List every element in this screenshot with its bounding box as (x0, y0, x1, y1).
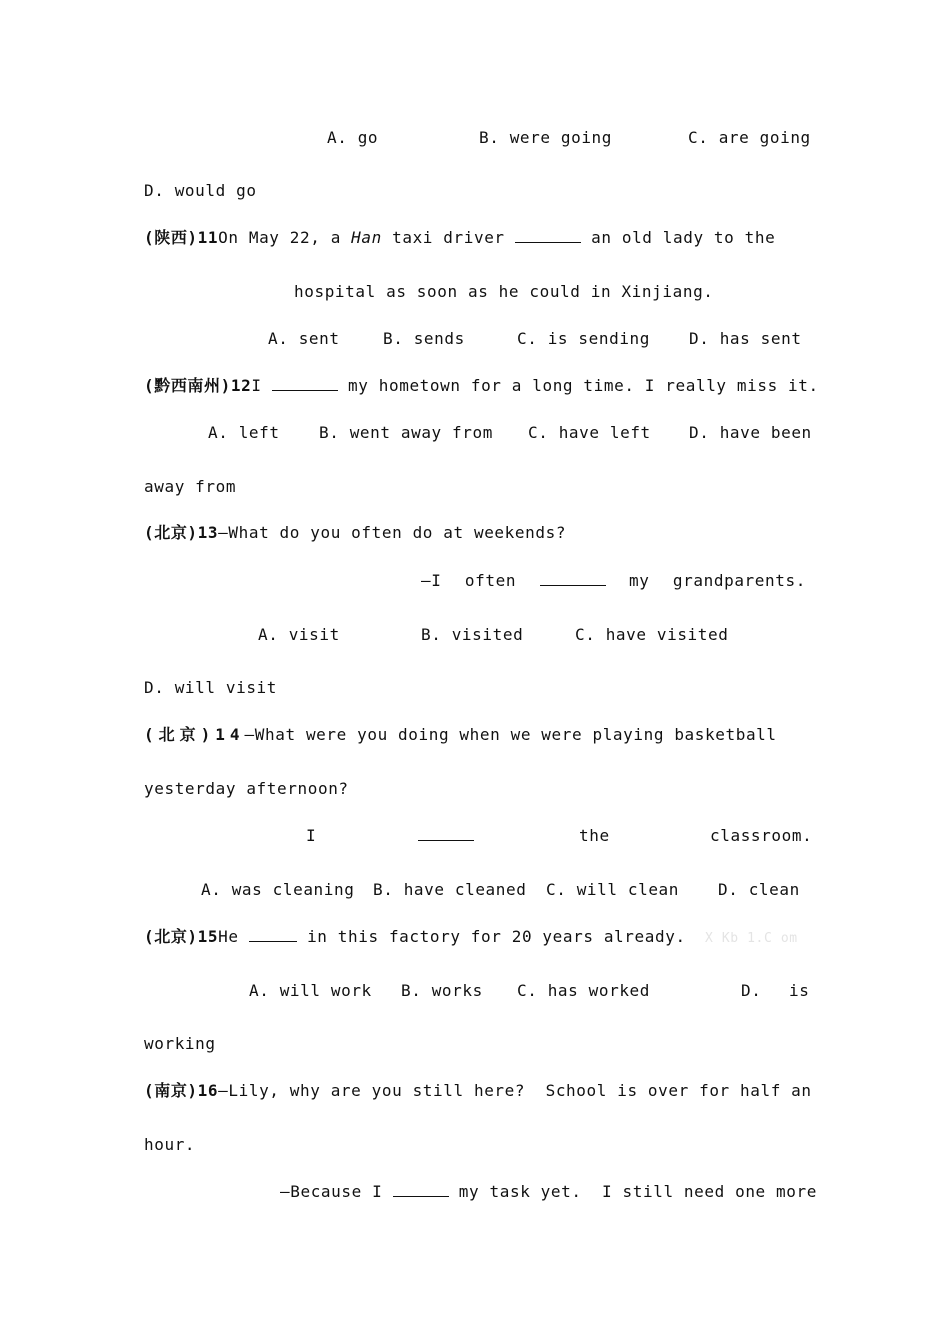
q15-option-d-2: is (789, 981, 810, 1000)
q13-source: (北京)13 (144, 523, 219, 542)
q13-option-c: C. have visited (575, 625, 729, 644)
q13-option-a: A. visit (258, 625, 340, 644)
q11-option-d: D. has sent (689, 329, 802, 348)
q14-answer-3: classroom. (710, 826, 813, 845)
q16-answer-2: my task yet. I still need one more (448, 1182, 817, 1201)
q12-text-1: I (251, 376, 272, 395)
q12-blank (272, 376, 338, 391)
q11-option-b: B. sends (383, 329, 465, 348)
q10-option-c: C. are going (688, 128, 811, 147)
q14-source: (北京)14 (144, 725, 245, 744)
q16-text: —Lily, why are you still here? School is over for half an (218, 1081, 812, 1100)
q12-option-d-cont: away from (144, 477, 237, 496)
q12-source: (黔西南州)12 (144, 376, 252, 395)
q16-blank (393, 1182, 449, 1197)
q12-option-c: C. have left (528, 423, 651, 442)
q14-stem-cont: yesterday afternoon? (144, 779, 349, 798)
q16-stem-cont: hour. (144, 1135, 196, 1154)
q12-text-2: my hometown for a long time. I really miss it. (337, 376, 819, 395)
q13-option-d: D. will visit (144, 678, 278, 697)
q16-answer (280, 1182, 817, 1202)
q10-option-d: D. would go (144, 181, 257, 200)
q11-option-a: A. sent (268, 329, 340, 348)
q11-blank (515, 228, 581, 243)
q13-blank (540, 571, 606, 586)
q15-text-1: He (218, 927, 249, 946)
q14-stem (144, 725, 806, 745)
q10-option-a: A. go (327, 128, 379, 147)
q12-option-a: A. left (208, 423, 280, 442)
q15-option-d-cont: working (144, 1034, 216, 1053)
q15-stem (144, 927, 686, 947)
q13-answer-line (421, 571, 806, 591)
q11-text-2: taxi driver (381, 228, 515, 247)
q15-blank (249, 927, 297, 942)
q14-answer-2: the (579, 826, 610, 845)
q11-text-1: On May 22, a (218, 228, 352, 247)
q16-stem (144, 1081, 812, 1101)
q13-answer-4: grandparents. (672, 571, 806, 590)
q14-option-d: D. clean (718, 880, 800, 899)
q13-answer-2: often (464, 571, 517, 590)
q12-option-b: B. went away from (319, 423, 493, 442)
q12-option-d: D. have been (689, 423, 812, 442)
q11-option-c: C. is sending (517, 329, 651, 348)
q14-option-a: A. was cleaning (201, 880, 355, 899)
q15-option-b: B. works (401, 981, 483, 1000)
q10-option-b: B. were going (479, 128, 613, 147)
q13-answer-3: my (629, 571, 650, 590)
q14-blank (418, 826, 474, 841)
q12-stem (144, 376, 819, 396)
q15-watermark: X Kb 1.C om (705, 931, 798, 946)
q14-answer-blank-wrap (418, 826, 474, 846)
q16-answer-1: —Because I (280, 1182, 393, 1201)
q14-text: —What were you doing when we were playing basketball (244, 725, 777, 744)
q11-stem (144, 228, 806, 248)
q13-answer-1: —I (421, 571, 442, 590)
q13-stem (144, 523, 566, 543)
q11-source: (陕西)11 (144, 228, 219, 247)
q15-option-c: C. has worked (517, 981, 651, 1000)
q11-stem-cont: hospital as soon as he could in Xinjiang. (294, 282, 714, 301)
q13-option-b: B. visited (421, 625, 524, 644)
q16-source: (南京)16 (144, 1081, 219, 1100)
q15-text-2: in this factory for 20 years already. (296, 927, 686, 946)
q13-text: —What do you often do at weekends? (218, 523, 567, 542)
q15-option-d: D. (741, 981, 762, 1000)
q14-option-b: B. have cleaned (373, 880, 527, 899)
q14-answer-1: I (306, 826, 317, 845)
q14-option-c: C. will clean (546, 880, 680, 899)
q11-text-3: an old lady to the (580, 228, 776, 247)
q14-text-wrap (245, 725, 806, 745)
q15-option-a: A. will work (249, 981, 372, 1000)
q11-italic-word: Han (351, 228, 382, 247)
q15-source: (北京)15 (144, 927, 219, 946)
